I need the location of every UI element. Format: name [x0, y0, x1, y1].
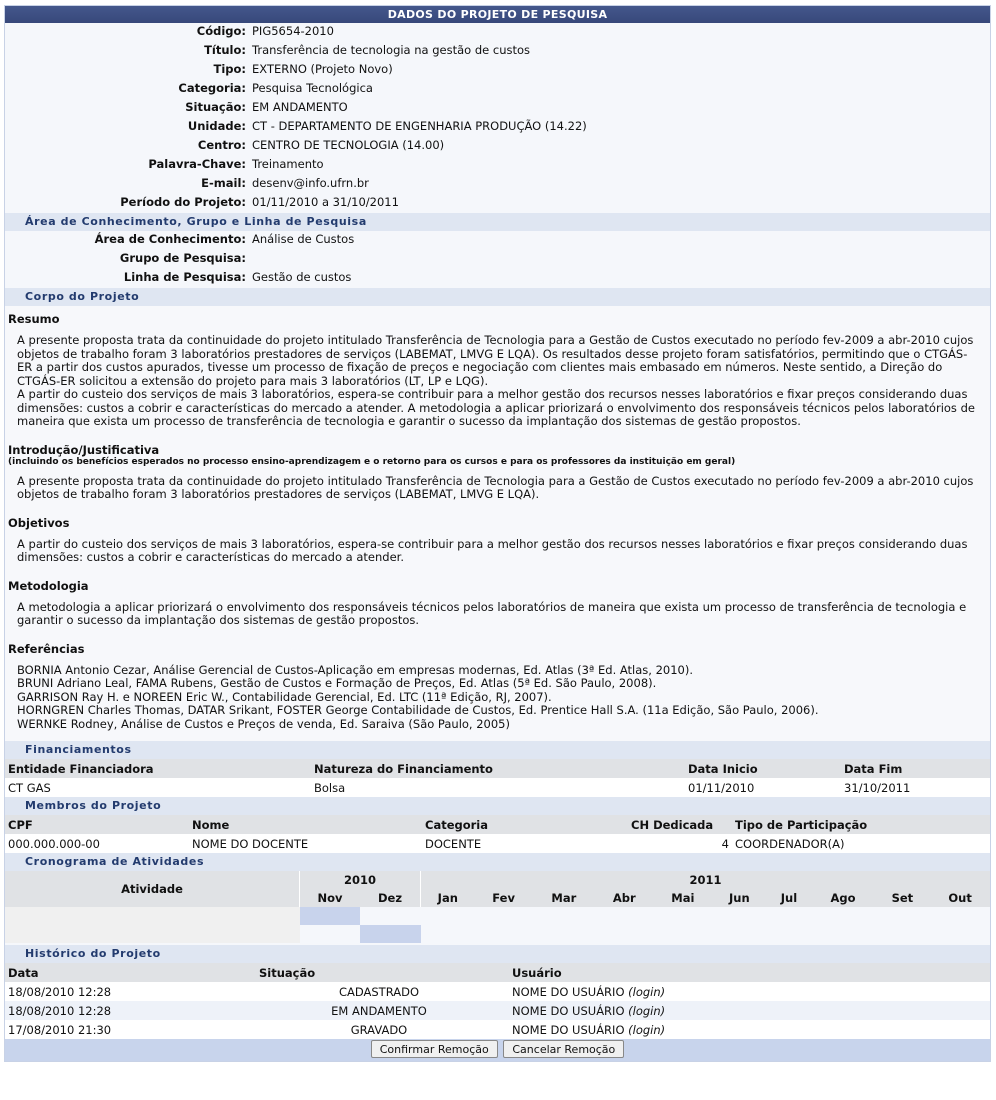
situacao-value: EM ANDAMENTO	[252, 100, 348, 114]
crono-month-jan: Jan	[421, 889, 475, 907]
mem-header-tipo: Tipo de Participação	[732, 815, 990, 834]
situacao-label: Situação:	[185, 100, 246, 114]
codigo-label: Código:	[196, 24, 246, 38]
crono-cell	[360, 907, 421, 925]
section-financiamentos: Financiamentos	[5, 741, 990, 759]
grupo-label: Grupo de Pesquisa:	[119, 251, 246, 265]
introducao-heading	[5, 437, 990, 469]
palavra-chave-label: Palavra-Chave:	[148, 157, 246, 171]
centro-value: CENTRO DE TECNOLOGIA (14.00)	[252, 138, 445, 152]
crono-activity-label	[5, 925, 300, 943]
titulo-label: Título:	[204, 43, 246, 57]
fin-header-inicio: Data Inicio	[685, 759, 841, 778]
crono-month-dez: Dez	[360, 889, 421, 907]
hist-usuario-cell	[502, 982, 990, 1001]
referencias-heading: Referências	[8, 641, 85, 656]
unidade-value: CT - DEPARTAMENTO DE ENGENHARIA PRODUÇÃO (14.22)	[252, 119, 587, 133]
crono-row	[5, 907, 990, 925]
hist-usuario: NOME DO USUÁRIO	[512, 984, 625, 999]
confirmar-remocao-button[interactable]: Confirmar Remoção	[371, 1040, 498, 1058]
crono-header-atividade: Atividade	[5, 871, 300, 907]
fin-natureza: Bolsa	[311, 778, 685, 797]
hist-login: (login)	[628, 1003, 666, 1018]
metodologia-heading: Metodologia	[8, 578, 89, 593]
crono-cell	[300, 925, 361, 943]
mem-tipo: COORDENADOR(A)	[732, 834, 990, 853]
tipo-value: EXTERNO (Projeto Novo)	[252, 62, 393, 76]
categoria-value: Pesquisa Tecnológica	[252, 81, 373, 95]
area-table	[5, 231, 990, 288]
centro-label: Centro:	[197, 138, 246, 152]
crono-month-mai: Mai	[653, 889, 712, 907]
unidade-label: Unidade:	[187, 119, 246, 133]
hist-usuario-cell	[502, 1020, 990, 1039]
panel-title: DADOS DO PROJETO DE PESQUISA	[5, 6, 990, 23]
crono-month-jun: Jun	[712, 889, 766, 907]
fin-fim: 31/10/2011	[841, 778, 990, 797]
crono-activity-label	[5, 907, 300, 925]
periodo-label: Período do Projeto:	[120, 195, 246, 209]
section-membros: Membros do Projeto	[5, 797, 990, 815]
hist-header-situacao: Situação	[256, 963, 502, 982]
crono-month-mar: Mar	[533, 889, 596, 907]
codigo-value: PIG5654-2010	[252, 24, 334, 38]
metodologia-text: A metodologia a aplicar priorizará o envolvimento dos responsáveis técnicos pelos laboratórios de maneira que exista um processo de transferência de tecnologia e garantir o sucesso da implantação dos sistemas de gestão propostos.	[17, 599, 967, 627]
hist-situacao: GRAVADO	[256, 1020, 502, 1039]
crono-month-out: Out	[930, 889, 990, 907]
hist-usuario-cell	[502, 1001, 990, 1020]
tipo-label: Tipo:	[213, 62, 246, 76]
mem-header-cpf: CPF	[5, 815, 189, 834]
fin-header-fim: Data Fim	[841, 759, 990, 778]
email-label: E-mail:	[201, 176, 246, 190]
crono-month-fev: Fev	[475, 889, 533, 907]
mem-header-categoria: Categoria	[422, 815, 628, 834]
crono-month-ago: Ago	[812, 889, 875, 907]
section-corpo: Corpo do Projeto	[5, 288, 990, 306]
introducao-subtitle: (incluindo os benefícios esperados no processo ensino-aprendizagem e o retorno para os cursos e para os professores da instituição em geral)	[8, 456, 736, 467]
crono-month-set: Set	[874, 889, 930, 907]
email-value: desenv@info.ufrn.br	[252, 176, 369, 190]
resumo-heading: Resumo	[8, 312, 60, 326]
hist-login: (login)	[628, 984, 666, 999]
crono-cell-filled	[300, 907, 361, 925]
linha-value: Gestão de custos	[252, 270, 352, 284]
palavra-chave-value: Treinamento	[252, 157, 324, 171]
historico-table	[5, 963, 990, 1039]
cronograma-table	[5, 871, 990, 943]
grupo-value	[249, 250, 990, 269]
financiamentos-table	[5, 759, 990, 797]
hist-situacao: CADASTRADO	[256, 982, 502, 1001]
project-info-table	[5, 23, 990, 213]
area-value: Análise de Custos	[252, 232, 355, 246]
mem-nome: NOME DO DOCENTE	[189, 834, 422, 853]
titulo-value: Transferência de tecnologia na gestão de custos	[252, 43, 531, 57]
fin-entidade: CT GAS	[5, 778, 311, 797]
hist-data: 18/08/2010 12:28	[5, 1001, 256, 1020]
hist-data: 18/08/2010 12:28	[5, 982, 256, 1001]
section-historico: Histórico do Projeto	[5, 945, 990, 963]
mem-cpf: 000.000.000-00	[5, 834, 189, 853]
hist-usuario: NOME DO USUÁRIO	[512, 1003, 625, 1018]
project-details-panel	[4, 5, 991, 1062]
objetivos-heading: Objetivos	[8, 515, 70, 530]
crono-month-abr: Abr	[595, 889, 653, 907]
periodo-value: 01/11/2010 a 31/10/2011	[252, 195, 399, 209]
crono-year-2010: 2010	[300, 871, 421, 889]
crono-month-nov: Nov	[300, 889, 361, 907]
fin-header-natureza: Natureza do Financiamento	[311, 759, 685, 778]
hist-header-data: Data	[5, 963, 256, 982]
table-row	[5, 982, 990, 1001]
hist-data: 17/08/2010 21:30	[5, 1020, 256, 1039]
resumo-text: A presente proposta trata da continuidade do projeto intitulado Transferência de Tecnologia para a Gestão de Custos executado no período fev-2009 a abr-2010 cujos objetos de trabalho foram 3 laboratórios prestadores de serviços (LABEMAT, LMVG E LQA). Os resultados desse projeto foram satisfatórios, permitindo que o CTGÁS-ER a partir dos custos apurados, tivesse um processo de fixação de preços e negociação com clientes mais embasado em números. Neste sentido, a Direção do CTGÁS-ER solicitou a extensão do projeto para mais 3 laboratórios (LT, LP e LQG). A partir do custeio dos serviços de mais 3 laboratórios, espera-se contribuir para a melhor gestão dos recursos nesses laboratórios e fixar preços considerando duas dimensões: custos a cobrir e características do mercado a atender. A metodologia a aplicar priorizará o envolvimento dos responsáveis técnicos pelos laboratórios de maneira que exista um processo de transferência de tecnologia e garantir o sucesso da implantação dos sistemas de gestão propostos.	[17, 333, 975, 428]
mem-ch: 4	[628, 834, 732, 853]
button-bar	[5, 1039, 990, 1061]
table-row	[5, 1020, 990, 1039]
fin-inicio: 01/11/2010	[685, 778, 841, 797]
hist-situacao: EM ANDAMENTO	[256, 1001, 502, 1020]
hist-login: (login)	[628, 1022, 666, 1037]
hist-header-usuario: Usuário	[502, 963, 990, 982]
area-label: Área de Conhecimento:	[94, 232, 246, 246]
section-cronograma: Cronograma de Atividades	[5, 853, 990, 871]
crono-row	[5, 925, 990, 943]
table-row	[5, 834, 990, 853]
linha-label: Linha de Pesquisa:	[123, 270, 246, 284]
crono-year-2011: 2011	[421, 871, 991, 889]
introducao-title: Introdução/Justificativa	[8, 442, 160, 457]
mem-header-nome: Nome	[189, 815, 422, 834]
objetivos-text: A partir do custeio dos serviços de mais 3 laboratórios, espera-se contribuir para a melhor gestão dos recursos nesses laboratórios e fixar preços considerando duas dimensões: custos a cobrir e características do mercado a atender.	[17, 536, 968, 564]
table-row	[5, 1001, 990, 1020]
fin-header-entidade: Entidade Financiadora	[5, 759, 311, 778]
referencias-text: BORNIA Antonio Cezar, Análise Gerencial de Custos-Aplicação em empresas modernas, Ed. Atlas (3ª Ed. Atlas, 2010). BRUNI Adriano Leal, FAMA Rubens, Gestão de Custos e Formação de Preços, Ed. Atlas (5ª Ed. São Paulo, 2008). GARRISON Ray H. e NOREEN Eric W., Contabilidade Gerencial, Ed. LTC (11ª Edição, RJ, 2007). HORNGREN Charles Thomas, DATAR Srikant, FOSTER George Contabilidade de Custos, Ed. Prentice Hall S.A. (11a Edição, São Paulo, 2006). WERNKE Rodney, Análise de Custos e Preços de venda, Ed. Saraiva (São Paulo, 2005)	[17, 662, 819, 731]
mem-header-ch: CH Dedicada	[628, 815, 732, 834]
hist-usuario: NOME DO USUÁRIO	[512, 1022, 625, 1037]
categoria-label: Categoria:	[178, 81, 246, 95]
table-row	[5, 778, 990, 797]
section-area: Área de Conhecimento, Grupo e Linha de Pesquisa	[5, 213, 990, 231]
crono-month-jul: Jul	[766, 889, 811, 907]
mem-categoria: DOCENTE	[422, 834, 628, 853]
cancelar-remocao-button[interactable]: Cancelar Remoção	[503, 1040, 624, 1058]
membros-table	[5, 815, 990, 853]
crono-cell-filled	[360, 925, 421, 943]
introducao-text: A presente proposta trata da continuidade do projeto intitulado Transferência de Tecnologia para a Gestão de Custos executado no período fev-2009 a abr-2010 cujos objetos de trabalho foram 3 laboratórios prestadores de serviços (LABEMAT, LMVG E LQA).	[17, 473, 974, 501]
